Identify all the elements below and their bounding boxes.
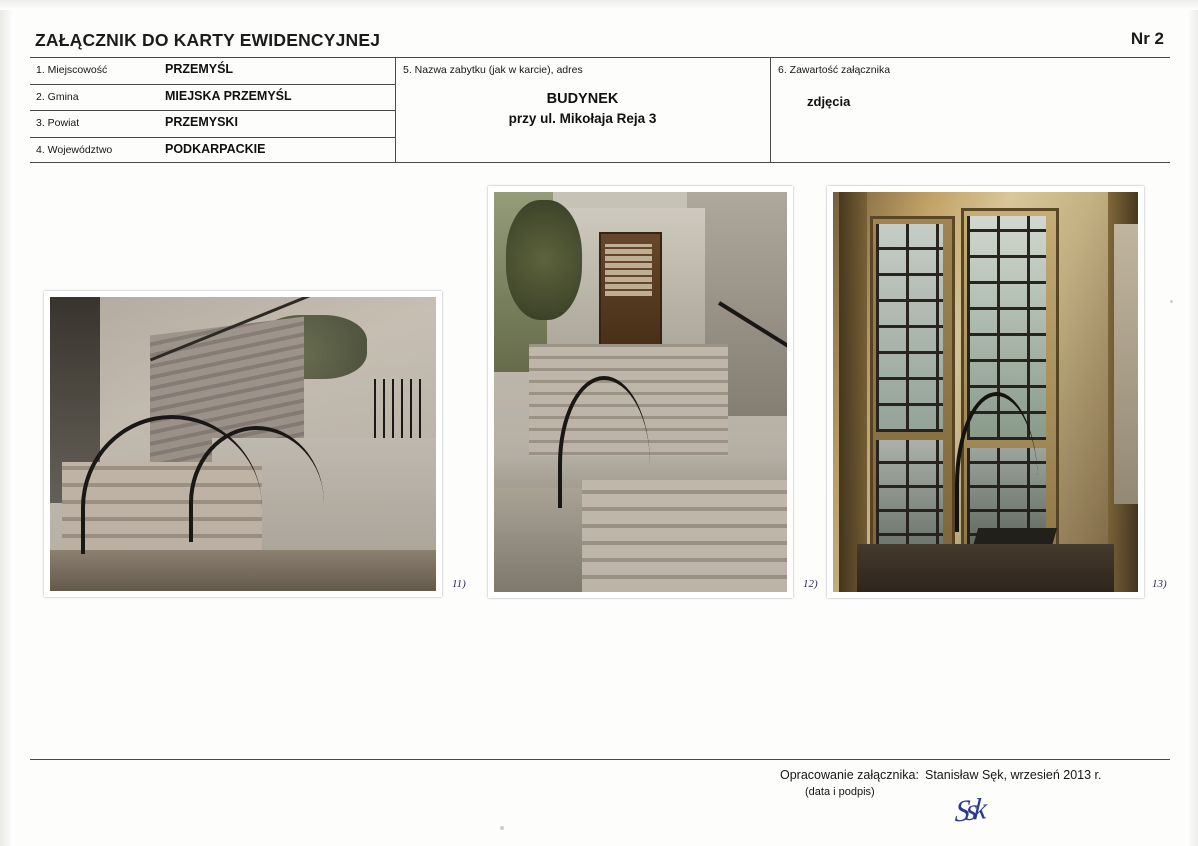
photo-3 (827, 186, 1144, 598)
row-label: 2. Gmina (36, 90, 79, 103)
scan-edge-right (1186, 0, 1198, 846)
info-table-left-column (30, 58, 396, 162)
footer-sublabel: (data i podpis) (805, 786, 875, 798)
scan-speck (500, 826, 504, 830)
scan-speck (1170, 300, 1173, 303)
info-table-right-cell (770, 58, 1170, 162)
photo-3-door-frame-left (839, 192, 866, 592)
photo-3-upper-glazing-left (876, 224, 943, 432)
row-value: PRZEMYSKI (165, 115, 238, 129)
photo-2-caption: 12) (803, 578, 818, 590)
photo-1-ground (50, 550, 436, 591)
table-row (30, 85, 395, 112)
footer-divider (30, 759, 1170, 760)
photo-3-floor (857, 544, 1113, 592)
monument-name-label: 5. Nazwa zabytku (jak w karcie), adres (403, 64, 583, 76)
monument-name-line2: przy ul. Mikołaja Reja 3 (508, 111, 657, 126)
row-value: PODKARPACKIE (165, 141, 266, 156)
signature: Ssk (953, 792, 985, 829)
info-table-middle-cell (395, 58, 771, 162)
table-row (30, 111, 395, 138)
row-value: PRZEMYŚL (165, 62, 234, 76)
photo-3-lower-glazing-left (876, 440, 943, 560)
photo-1 (44, 291, 442, 597)
photo-3-right-wall (1114, 224, 1138, 504)
row-label: 1. Miejscowość (36, 64, 108, 76)
table-bottom-divider (30, 162, 1170, 163)
photo-2-ivy (506, 200, 582, 320)
page-title: ZAŁĄCZNIK DO KARTY EWIDENCYJNEJ (35, 30, 381, 50)
row-label: 4. Województwo (36, 143, 113, 156)
photo-2-image (494, 192, 787, 592)
photo-1-image (50, 297, 436, 591)
monument-name-value (395, 90, 770, 128)
table-row (30, 138, 395, 164)
info-table (30, 58, 1170, 162)
table-row (30, 58, 395, 85)
photo-3-caption: 13) (1152, 578, 1167, 590)
footer-label: Opracowanie załącznika: (780, 768, 919, 782)
photo-2 (488, 186, 793, 598)
row-value: MIEJSKA PRZEMYŚL (165, 88, 292, 103)
footer-author: Stanisław Sęk, wrzesień 2013 r. (925, 768, 1102, 782)
monument-name-line1: BUDYNEK (546, 91, 619, 107)
attachment-content-value: zdjęcia (807, 94, 851, 109)
document-header (30, 28, 1170, 58)
photo-1-caption: 11) (452, 578, 466, 590)
attachment-content-label: 6. Zawartość załącznika (778, 64, 891, 76)
scan-edge-left (0, 0, 14, 846)
photo-2-door-glazing (605, 244, 652, 296)
attachment-number: Nr 2 (1130, 29, 1164, 48)
photo-3-image (833, 192, 1138, 592)
scan-edge-top (0, 0, 1198, 10)
row-label: 3. Powiat (36, 117, 80, 129)
